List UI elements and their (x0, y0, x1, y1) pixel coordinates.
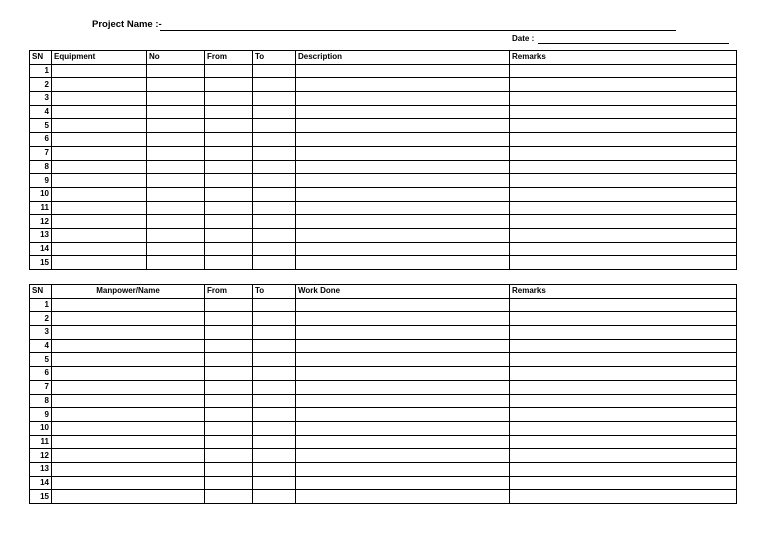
entry-cell[interactable] (296, 462, 510, 476)
entry-cell[interactable] (253, 353, 296, 367)
table-row (30, 228, 737, 242)
table-row (30, 146, 737, 160)
entry-cell[interactable] (253, 78, 296, 92)
entry-cell[interactable] (205, 64, 253, 78)
entry-cell[interactable] (205, 92, 253, 106)
entry-cell[interactable] (510, 215, 737, 229)
entry-cell[interactable] (52, 435, 205, 449)
entry-cell[interactable] (205, 242, 253, 256)
entry-cell[interactable] (253, 421, 296, 435)
entry-cell[interactable] (510, 105, 737, 119)
col-remarks: Remarks (510, 51, 737, 65)
entry-cell[interactable] (510, 64, 737, 78)
entry-cell[interactable] (52, 201, 147, 215)
project-name-field[interactable] (160, 30, 676, 31)
sn-cell: 12 (30, 215, 52, 229)
table-row (30, 326, 737, 340)
entry-cell[interactable] (510, 133, 737, 147)
entry-cell[interactable] (205, 105, 253, 119)
sn-cell: 4 (30, 339, 52, 353)
entry-cell[interactable] (147, 119, 205, 133)
table-row (30, 160, 737, 174)
entry-cell[interactable] (147, 228, 205, 242)
sn-cell: 6 (30, 133, 52, 147)
entry-cell[interactable] (296, 64, 510, 78)
sn-cell: 13 (30, 228, 52, 242)
entry-cell[interactable] (147, 215, 205, 229)
entry-cell[interactable] (52, 462, 205, 476)
sn-cell: 8 (30, 394, 52, 408)
entry-cell[interactable] (296, 187, 510, 201)
entry-cell[interactable] (510, 367, 737, 381)
entry-cell[interactable] (52, 228, 147, 242)
table-row (30, 187, 737, 201)
entry-cell[interactable] (253, 339, 296, 353)
entry-cell[interactable] (205, 367, 253, 381)
col-to: To (253, 51, 296, 65)
entry-cell[interactable] (253, 326, 296, 340)
table-row (30, 476, 737, 490)
entry-cell[interactable] (205, 201, 253, 215)
entry-cell[interactable] (296, 380, 510, 394)
entry-cell[interactable] (510, 435, 737, 449)
entry-cell[interactable] (510, 490, 737, 504)
entry-cell[interactable] (253, 312, 296, 326)
entry-cell[interactable] (52, 215, 147, 229)
sn-cell: 2 (30, 312, 52, 326)
entry-cell[interactable] (205, 256, 253, 270)
table-row (30, 64, 737, 78)
entry-cell[interactable] (510, 119, 737, 133)
table-row (30, 380, 737, 394)
equipment-table (29, 50, 737, 270)
sn-cell: 14 (30, 476, 52, 490)
entry-cell[interactable] (52, 367, 205, 381)
entry-cell[interactable] (253, 64, 296, 78)
entry-cell[interactable] (253, 174, 296, 188)
manpower-table (29, 284, 737, 504)
entry-cell[interactable] (510, 92, 737, 106)
entry-cell[interactable] (147, 187, 205, 201)
col-equipment: Equipment (52, 51, 147, 65)
entry-cell[interactable] (205, 462, 253, 476)
col-from: From (205, 51, 253, 65)
sn-cell: 13 (30, 462, 52, 476)
entry-cell[interactable] (205, 408, 253, 422)
entry-cell[interactable] (253, 408, 296, 422)
entry-cell[interactable] (52, 408, 205, 422)
project-name-label: Project Name :- (92, 19, 162, 30)
entry-cell[interactable] (205, 353, 253, 367)
col-work-done: Work Done (296, 285, 510, 299)
sn-cell: 2 (30, 78, 52, 92)
entry-cell[interactable] (296, 312, 510, 326)
entry-cell[interactable] (296, 78, 510, 92)
entry-cell[interactable] (296, 435, 510, 449)
entry-cell[interactable] (296, 476, 510, 490)
entry-cell[interactable] (296, 119, 510, 133)
entry-cell[interactable] (510, 462, 737, 476)
entry-cell[interactable] (253, 490, 296, 504)
entry-cell[interactable] (510, 449, 737, 463)
table-row (30, 408, 737, 422)
sn-cell: 15 (30, 256, 52, 270)
entry-cell[interactable] (147, 146, 205, 160)
entry-cell[interactable] (147, 242, 205, 256)
table-row (30, 435, 737, 449)
entry-cell[interactable] (52, 380, 205, 394)
entry-cell[interactable] (52, 64, 147, 78)
entry-cell[interactable] (205, 215, 253, 229)
table-row (30, 215, 737, 229)
entry-cell[interactable] (205, 298, 253, 312)
entry-cell[interactable] (296, 490, 510, 504)
entry-cell[interactable] (253, 435, 296, 449)
entry-cell[interactable] (253, 228, 296, 242)
entry-cell[interactable] (253, 298, 296, 312)
entry-cell[interactable] (296, 298, 510, 312)
sn-cell: 3 (30, 92, 52, 106)
equipment-header-row (30, 51, 737, 65)
table-row (30, 105, 737, 119)
entry-cell[interactable] (253, 256, 296, 270)
table-row (30, 242, 737, 256)
entry-cell[interactable] (253, 242, 296, 256)
entry-cell[interactable] (253, 146, 296, 160)
entry-cell[interactable] (253, 476, 296, 490)
sn-cell: 9 (30, 408, 52, 422)
table-row (30, 201, 737, 215)
date-field[interactable] (538, 43, 729, 44)
entry-cell[interactable] (52, 394, 205, 408)
entry-cell[interactable] (296, 92, 510, 106)
sn-cell: 4 (30, 105, 52, 119)
sn-cell: 11 (30, 435, 52, 449)
entry-cell[interactable] (510, 174, 737, 188)
entry-cell[interactable] (296, 326, 510, 340)
entry-cell[interactable] (205, 119, 253, 133)
table-row (30, 449, 737, 463)
entry-cell[interactable] (253, 462, 296, 476)
entry-cell[interactable] (205, 394, 253, 408)
entry-cell[interactable] (52, 449, 205, 463)
entry-cell[interactable] (253, 449, 296, 463)
table-row (30, 490, 737, 504)
entry-cell[interactable] (52, 187, 147, 201)
entry-cell[interactable] (52, 490, 205, 504)
entry-cell[interactable] (510, 312, 737, 326)
table-row (30, 174, 737, 188)
sn-cell: 14 (30, 242, 52, 256)
sn-cell: 5 (30, 119, 52, 133)
entry-cell[interactable] (147, 256, 205, 270)
table-row (30, 353, 737, 367)
entry-cell[interactable] (52, 146, 147, 160)
entry-cell[interactable] (147, 174, 205, 188)
table-row (30, 119, 737, 133)
sn-cell: 11 (30, 201, 52, 215)
entry-cell[interactable] (253, 367, 296, 381)
entry-cell[interactable] (205, 380, 253, 394)
table-row (30, 92, 737, 106)
entry-cell[interactable] (296, 174, 510, 188)
entry-cell[interactable] (296, 256, 510, 270)
entry-cell[interactable] (52, 312, 205, 326)
entry-cell[interactable] (52, 105, 147, 119)
table-row (30, 394, 737, 408)
entry-cell[interactable] (253, 215, 296, 229)
entry-cell[interactable] (52, 339, 205, 353)
entry-cell[interactable] (205, 133, 253, 147)
entry-cell[interactable] (205, 174, 253, 188)
entry-cell[interactable] (296, 242, 510, 256)
entry-cell[interactable] (253, 394, 296, 408)
entry-cell[interactable] (205, 339, 253, 353)
entry-cell[interactable] (205, 146, 253, 160)
sn-cell: 8 (30, 160, 52, 174)
entry-cell[interactable] (52, 421, 205, 435)
entry-cell[interactable] (510, 339, 737, 353)
entry-cell[interactable] (510, 298, 737, 312)
entry-cell[interactable] (52, 242, 147, 256)
entry-cell[interactable] (253, 119, 296, 133)
table-row (30, 462, 737, 476)
entry-cell[interactable] (296, 133, 510, 147)
table-row (30, 367, 737, 381)
entry-cell[interactable] (52, 174, 147, 188)
entry-cell[interactable] (296, 353, 510, 367)
entry-cell[interactable] (296, 421, 510, 435)
col-description: Description (296, 51, 510, 65)
entry-cell[interactable] (296, 201, 510, 215)
col-remarks: Remarks (510, 285, 737, 299)
entry-cell[interactable] (52, 160, 147, 174)
sn-cell: 9 (30, 174, 52, 188)
sn-cell: 6 (30, 367, 52, 381)
entry-cell[interactable] (296, 105, 510, 119)
entry-cell[interactable] (205, 421, 253, 435)
entry-cell[interactable] (253, 160, 296, 174)
entry-cell[interactable] (510, 201, 737, 215)
manpower-header-row (30, 285, 737, 299)
entry-cell[interactable] (510, 353, 737, 367)
entry-cell[interactable] (52, 326, 205, 340)
entry-cell[interactable] (253, 92, 296, 106)
entry-cell[interactable] (205, 78, 253, 92)
sn-cell: 12 (30, 449, 52, 463)
entry-cell[interactable] (510, 408, 737, 422)
entry-cell[interactable] (52, 298, 205, 312)
entry-cell[interactable] (205, 476, 253, 490)
table-row (30, 298, 737, 312)
col-sn: SN (30, 285, 52, 299)
sn-cell: 10 (30, 421, 52, 435)
entry-cell[interactable] (147, 160, 205, 174)
entry-cell[interactable] (510, 256, 737, 270)
entry-cell[interactable] (296, 408, 510, 422)
sn-cell: 1 (30, 64, 52, 78)
sn-cell: 7 (30, 380, 52, 394)
entry-cell[interactable] (510, 394, 737, 408)
sn-cell: 7 (30, 146, 52, 160)
entry-cell[interactable] (205, 160, 253, 174)
entry-cell[interactable] (253, 105, 296, 119)
entry-cell[interactable] (296, 160, 510, 174)
table-row (30, 78, 737, 92)
sn-cell: 10 (30, 187, 52, 201)
entry-cell[interactable] (510, 476, 737, 490)
entry-cell[interactable] (510, 228, 737, 242)
entry-cell[interactable] (52, 92, 147, 106)
entry-cell[interactable] (510, 160, 737, 174)
entry-cell[interactable] (147, 105, 205, 119)
entry-cell[interactable] (205, 326, 253, 340)
col-sn: SN (30, 51, 52, 65)
entry-cell[interactable] (510, 242, 737, 256)
entry-cell[interactable] (205, 228, 253, 242)
entry-cell[interactable] (147, 133, 205, 147)
table-row (30, 339, 737, 353)
entry-cell[interactable] (296, 449, 510, 463)
entry-cell[interactable] (510, 380, 737, 394)
date-label: Date : (512, 34, 535, 43)
table-row (30, 133, 737, 147)
entry-cell[interactable] (510, 146, 737, 160)
entry-cell[interactable] (510, 78, 737, 92)
entry-cell[interactable] (296, 215, 510, 229)
entry-cell[interactable] (296, 228, 510, 242)
entry-cell[interactable] (147, 64, 205, 78)
sn-cell: 3 (30, 326, 52, 340)
col-to: To (253, 285, 296, 299)
entry-cell[interactable] (510, 421, 737, 435)
col-from: From (205, 285, 253, 299)
entry-cell[interactable] (205, 187, 253, 201)
entry-cell[interactable] (205, 312, 253, 326)
entry-cell[interactable] (52, 476, 205, 490)
entry-cell[interactable] (147, 201, 205, 215)
table-row (30, 256, 737, 270)
sn-cell: 1 (30, 298, 52, 312)
table-row (30, 421, 737, 435)
sn-cell: 15 (30, 490, 52, 504)
entry-cell[interactable] (205, 490, 253, 504)
entry-cell[interactable] (253, 380, 296, 394)
entry-cell[interactable] (52, 78, 147, 92)
col-manpower-name: Manpower/Name (52, 285, 205, 299)
entry-cell[interactable] (510, 326, 737, 340)
entry-cell[interactable] (147, 92, 205, 106)
entry-cell[interactable] (52, 133, 147, 147)
entry-cell[interactable] (510, 187, 737, 201)
entry-cell[interactable] (253, 201, 296, 215)
entry-cell[interactable] (52, 353, 205, 367)
entry-cell[interactable] (253, 187, 296, 201)
entry-cell[interactable] (296, 367, 510, 381)
entry-cell[interactable] (296, 146, 510, 160)
entry-cell[interactable] (296, 394, 510, 408)
entry-cell[interactable] (296, 339, 510, 353)
sn-cell: 5 (30, 353, 52, 367)
entry-cell[interactable] (147, 78, 205, 92)
entry-cell[interactable] (52, 119, 147, 133)
entry-cell[interactable] (205, 435, 253, 449)
col-no: No (147, 51, 205, 65)
entry-cell[interactable] (52, 256, 147, 270)
entry-cell[interactable] (253, 133, 296, 147)
entry-cell[interactable] (205, 449, 253, 463)
table-row (30, 312, 737, 326)
